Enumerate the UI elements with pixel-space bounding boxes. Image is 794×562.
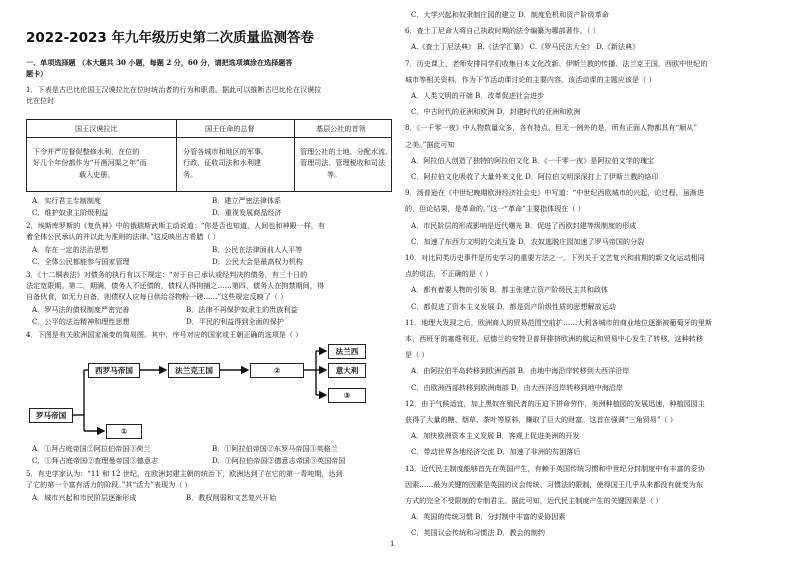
right-line: C．英国议会传统和习惯法 D．教会的制约 (411, 528, 545, 538)
right-line: 9．汤普逊在《中世纪晚期欧洲经济社会史》中写道：“中世纪西欧城市的兴起，论过程，虽渐进 (405, 188, 704, 198)
right-line: A．阿拉伯人创造了独特的阿拉伯文化 B．《一千零一夜》是阿拉伯文学的瑰宝 (411, 155, 655, 165)
option: A．罗马法的债权制度严密完善 (32, 305, 130, 314)
section-heading-cont: 题卡） (26, 69, 48, 78)
box-2: ② (250, 363, 304, 378)
table-cell: 务。 (183, 170, 198, 179)
option: D．重视发展商品经济 (212, 208, 282, 217)
box-1: ① (106, 424, 142, 439)
right-line: A．由阿拉伯半岛转移到欧洲西部 B．由地中海沿岸转移到大西洋沿岸 (411, 366, 630, 376)
option: A．城市兴起和市民阶层逐渐形成 (32, 493, 137, 502)
right-line: C．都促进了资本主义发展 D．都是资产阶级性质的思想解放运动 (411, 301, 616, 311)
option: A．①拜占庭帝国②阿拉伯帝国③荷兰 (32, 444, 151, 453)
section-heading: 一、单项选择题 （本大题共 30 小题，每题 2 分，60 分，请把选项填涂在选择题答 (26, 58, 293, 67)
table-cell: 等。 (327, 170, 342, 179)
question-4: 4．下图是有关欧洲国家演变的简易图。其中，序号对应的国家或王朝正确的选项是（ ） (26, 330, 303, 339)
box-frank: 法兰克王国 (168, 363, 220, 378)
history-flow-diagram (26, 343, 391, 438)
question-5: 5．有史学家认为：“11 和 12 世纪，在欧洲封建主朝的统治下，欧洲达到了在它的第一青吨期，达到 (26, 469, 343, 478)
option: C．公平的法治精神和理性思想 (32, 317, 130, 326)
right-line: 13．近代民主制度能够首先在英国产生，有赖于英国传统习惯和中世纪分封制度中有丰富的妥协 (405, 463, 705, 473)
question-2: 2．埃斯库罗斯的《复仇神》中的俄瑞斯武斯主动说道：“你是否也知道，人间也和神殿一样，有 (26, 221, 325, 230)
question-1: 1．下表是古巴比伦国王汉谟拉比在位时统治者的行为和职责。据此可以推断古巴比伦在汉谟拉 (26, 85, 322, 94)
right-line: C．大学兴起和奴隶制庄园的建立 D．制度危机和资产阶级革命 (411, 10, 609, 19)
option: B．①阿拉伯帝国②东罗马帝国③英格兰 (212, 444, 338, 453)
question-1-cont: 比在位时 (26, 96, 55, 105)
option: A．实行君主专制制度 (32, 196, 101, 205)
question-1-table (26, 119, 392, 192)
right-line: 的，但论结果，是革命的。”这一“革命”主要指体现在（ ） (405, 204, 585, 214)
right-line: 12．由于气候适宜，加上黑奴在殖民者的压迫下拼命劳作，美洲种植园的发展迅速，种植园园主 (405, 398, 705, 408)
right-line: C．阿拉伯文化吸收了大量外来文化 D．阿拉伯文明深深打上了伊斯兰教的烙印 (411, 172, 659, 181)
right-line: A．加快欧洲资本主义发展 B．客观上促进美洲的开发 (411, 431, 580, 441)
question-2: 着全体公民承认的并以此为准则的法律。”这反映出古希腊（ ） (26, 232, 220, 241)
table-cell: 载入史册。 (79, 170, 115, 179)
right-line: 之美。”据此可知 (405, 139, 455, 149)
right-line: 8．《一千零一夜》中人物数量众多，各有特点。但无一例外的是，所有正面人物都具有“顺从” (405, 123, 697, 133)
page-number: 1 (390, 540, 395, 548)
option: B．法律不再保护奴隶主的贵族利益 (186, 305, 298, 314)
box-italy: 意大利 (328, 363, 366, 378)
option: D．平民的利益得到全面的保护 (186, 317, 284, 326)
right-line: A.《查士丁尼法典》 B.《法学汇纂》 C.《罗马民法大全》 D.《新法典》 (411, 42, 640, 52)
right-line: 获得了大量的糖、烟草、茶叶等原料，赚取了巨大的财富。这首在强调“三角贸易”（ ） (405, 415, 677, 424)
box-3: ③ (328, 388, 366, 403)
box-west-rome: 西罗马帝国 (88, 363, 140, 378)
right-line: C．加速了东西方文明的交流互鉴 D．农奴逃脱庄园加速了罗马帝国的分裂 (411, 236, 645, 246)
right-line: 点的说法，不正确的是（ ） (405, 269, 493, 279)
table-cell: 行政、征收司法和水利建 (183, 158, 262, 167)
right-line: 本、西班牙的塞维利亚、尼德兰的安特卫普拜排挤欧洲的航运和贸易中心发生了转移，这种转移 (405, 334, 703, 343)
right-line: A．市民阶层的形成影响是近代曙光 B．促进了西欧封建等级制度的形成 (411, 220, 637, 230)
right-line: 因素……最为关键的因素是英国的议会传统、习惯法的限制，使得国王几乎从来都没有就变为东 (405, 479, 703, 489)
box-roman-empire: 罗马帝国 (29, 408, 73, 423)
question-5: 了它的第一个富有活力的阶段。”其“活力”表现为（ ） (26, 480, 192, 489)
option: D．①阿拉伯帝国②德意志帝国③英国帝国 (212, 456, 346, 465)
right-line: 6．查士丁尼命人将自己执政时期的法令编纂为哪部著作。（ ） (405, 26, 600, 36)
option: C．①拜占庭帝国②查理曼帝国③德意志 (32, 456, 159, 465)
table-cell: 管理公社的土地、分配水流、 (300, 147, 393, 156)
question-3: 法定宽限期。第二，期满，债务人不还债的，债权人得拘捕之……第四，债务人在拘禁期间，得 (26, 281, 324, 290)
right-line: C．中古时代的亚洲和欧洲 D．封建时代的亚洲和欧洲 (411, 107, 581, 117)
right-line: C．带动世界各地经济交流 D．加速了非洲的贫困落后 (411, 447, 581, 457)
right-line: 7．历史课上，老师安排同学们收集日本文化改新、伊斯兰教的传播、法兰克王国，西欧中世纪的 (405, 58, 708, 68)
option: C．全体公民都能参与国家管理 (32, 257, 130, 266)
right-line: 城市等相关资料，作为下节活动课讨论的主要内容。该活动课的主题应该是（ ） (405, 74, 656, 84)
right-line: 方式的完全不受限制的专制君主。据此可知，近代民主制度产生的关键因素是（ ） (405, 496, 663, 505)
right-line: A．英国的传统习惯 B．分封制中丰富的妥协因素 (411, 512, 566, 522)
option: B．建立严密法律体系 (212, 196, 282, 205)
box-france: 法兰西 (328, 344, 366, 359)
table-cell: 分管各城市和地区的军事、 (183, 147, 269, 156)
table-header: 国王汉谟拉比 (75, 124, 118, 133)
option: D．公民大会是最高权力机构 (212, 257, 303, 266)
right-line: C．由欧洲西部转移到欧洲南部 D．由大西洋沿岸转移到地中海沿岸 (411, 382, 623, 392)
option: A．存在一定的法治思想 (32, 245, 109, 254)
question-3: 自备伙食，如无力自备，则债权人应每日供给谷物粉一磅……”这些规定反映了（ ） (26, 292, 288, 301)
table-cell: 好几个年份都作为“开凿河渠之年”而 (33, 158, 147, 167)
right-line: A．都有着要人物的引领 B．都主张建立资产阶级民主共和政体 (411, 285, 609, 295)
option: B．教权削弱和文艺复兴开始 (186, 493, 277, 502)
option: C．维护奴隶主阶级利益 (32, 208, 109, 217)
right-line: 是（ ） (405, 350, 429, 360)
table-header: 国王任命的总督 (205, 124, 255, 133)
option: B．公民在法律面前人人平等 (212, 245, 303, 254)
right-line: 10．对比同类历史事件是历史学习的重要方法之一。下列关于文艺复兴和前期的新文化运动相同 (405, 253, 705, 262)
right-line: A．人类文明的开端 B．改革促进社会进步 (411, 91, 545, 100)
right-line: 11．地理大发现之后，欧洲商人的贸易范围空前扩……大利各城市的商业地位逐渐被葡萄牙的里斯 (405, 317, 712, 327)
table-header: 基层公社的首领 (316, 124, 366, 133)
question-3: 3．《十二铜表法》对债务的执行有以下规定：“对于自己承认或经判决的债务，有三十日的 (26, 270, 308, 279)
page-title: 2022-2023 年九年级历史第二次质量监测答卷 (26, 30, 314, 46)
table-cell: 下令并严厉督促整修水利，在位的 (33, 147, 140, 156)
table-cell: 管理司法、管理税收和司法 (300, 158, 386, 167)
